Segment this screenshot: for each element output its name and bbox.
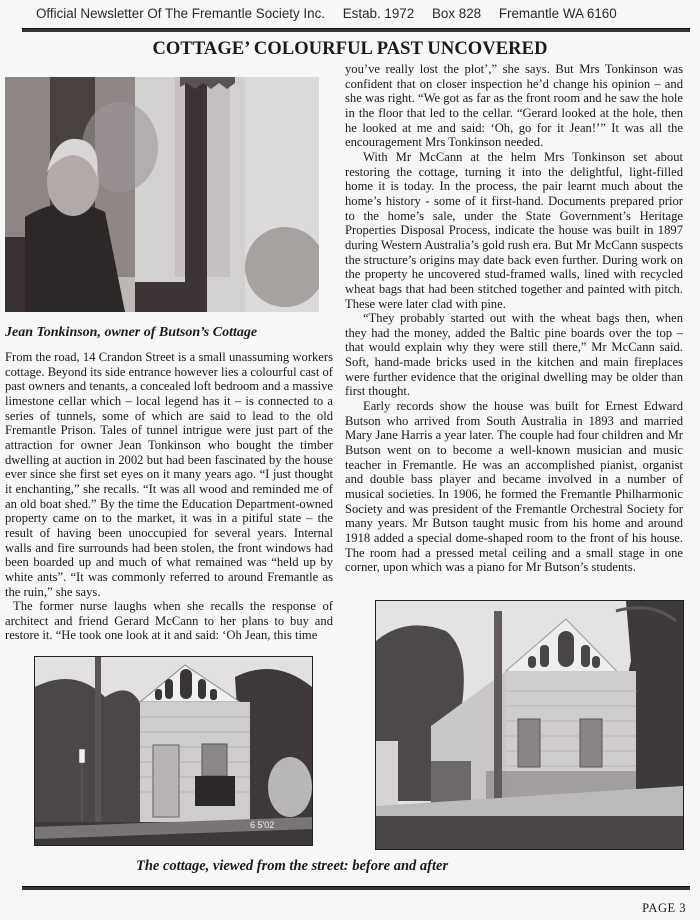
left-column <box>5 350 333 643</box>
left-paragraph-2: The former nurse laughs when she recalls the response of architect and friend Gerard McCann to her plans to buy and restore it. “He took one look at it and said: ‘Oh Jean, this time <box>5 599 333 643</box>
masthead-org: Official Newsletter Of The Fremantle Society Inc. <box>36 6 325 21</box>
right-paragraph-3: “They probably started out with the wheat bags then, when they had the money, added the Baltic pine boards over the top – that would explain why they were still there,” Mr McCann said. Soft, hand-made bricks used in the kitchen and main fireplaces were further evidence that the original dwelling may be older than first thought. <box>345 311 683 399</box>
left-paragraph-1: From the road, 14 Crandon Street is a small unassuming workers cottage. Beyond its side entrance however lies a colourful cast of past owners and tenants, a concealed loft bedroom and a massive limestone cellar which – local legend has it – is connected to a series of tunnels, some of which are said to lead to the old Fremantle Prison. Tales of tunnel intrigue were just part of the attraction for owner Jean Tonkinson who bought the timber dwelling at auction in 2002 but had been fascinated by the house ever since she first set eyes on it many years ago. “I just thought it enchanting,” she recalls. “It was all wood and reminded me of an old boat shed.” By the time the Education Department-owned property came on to the market, it was in a pitiful state – the result of having been unoccupied for several years. Internal walls and fire surrounds had been stolen, the front windows had been boarded up and much of what remained was “held up by white ants”. “It was commonly referred to around Fremantle as the ruin,” she says. <box>5 350 333 599</box>
photo-cottage-before <box>34 656 313 846</box>
article-title: COTTAGE’ COLOURFUL PAST UNCOVERED <box>152 39 548 59</box>
top-divider <box>22 28 690 32</box>
caption-cottage: The cottage, viewed from the street: before and after <box>136 858 449 874</box>
right-paragraph-1: you’ve really lost the plot’,” she says. But Mrs Tonkinson was confident that on closer inspection he’d change his opinion – and she was right. “We got as far as the front room and he saw the hole in the floor that led to the cellar. “Gerard looked at the hole, then he looked at me and said: ‘Oh, go for it Jean!’” It was all the encouragement Mrs Tonkinson needed. <box>345 62 683 150</box>
masthead-estab: Estab. 1972 <box>342 6 415 21</box>
right-paragraph-2: With Mr McCann at the helm Mrs Tonkinson set about restoring the cottage, turning it into the delightful, light-filled home it is today. In the process, the pair learnt much about the home’s history - some of it first-hand. Documents prepared prior to the home’s sale, under the State Government’s Heritage Properties Disposal Process, indicate the house was built in 1897 during Western Australia’s gold rush era. But Mr McCann suspects the structure’s origins may date back even further. During work on the property he uncovered stud-framed walls, lined with recycled wheat bags that had been stitched together and painted with pitch. These were later clad with pine. <box>345 149 683 311</box>
bottom-divider <box>22 886 690 890</box>
masthead <box>36 6 631 21</box>
right-paragraph-4: Early records show the house was built for Ernest Edward Butson who arrived from South Australia in 1893 and married Mary Jane Harris a year later. The couple had four children and Mr Butson went on to become a well-known musician and music teacher in Fremantle. He was an accomplished pianist, organist and double bass player and became involved in a number of musical societies. In 1906, he formed the Fremantle Philharmonic Society and was president of the Fremantle Orchestral Society for many years. Mr Butson taught music from his home and around 1918 added a special dome-shaped room to the front of his house. The room had a pressed metal ceiling and a small stage in one corner, upon which was a piano for Mr Butson’s students. <box>345 399 683 575</box>
photo-jean-tonkinson <box>5 77 319 312</box>
page-number: PAGE 3 <box>642 901 686 915</box>
masthead-location: Fremantle WA 6160 <box>498 6 617 21</box>
photo-date-stamp: 6 5'02 <box>250 820 275 830</box>
masthead-box: Box 828 <box>431 6 482 21</box>
caption-portrait: Jean Tonkinson, owner of Butson’s Cottage <box>5 325 258 340</box>
right-column <box>345 62 683 575</box>
photo-cottage-after <box>375 600 684 850</box>
